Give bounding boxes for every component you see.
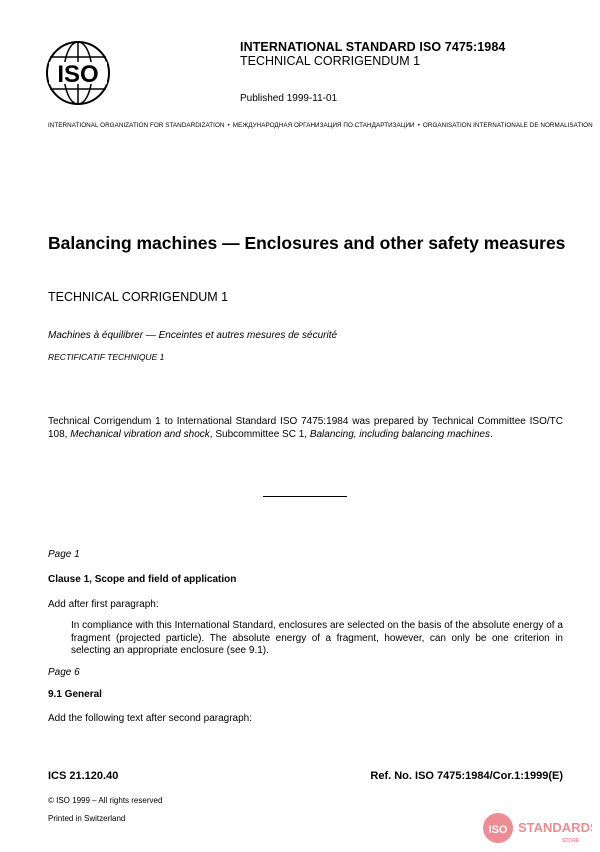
page-reference-1: Page 1: [48, 549, 80, 560]
separator-bullet: •: [227, 122, 230, 129]
clause-9-1-instruction: Add the following text after second paragraph:: [48, 713, 253, 724]
logo-text: ISO: [57, 61, 99, 88]
reference-number: Ref. No. ISO 7475:1984/Cor.1:1999(E): [370, 770, 563, 782]
store-watermark: [482, 810, 592, 847]
clause-1-instruction: Add after first paragraph:: [48, 599, 159, 610]
org-russian: МЕЖДУНАРОДНАЯ ОРГАНИЗАЦИЯ ПО СТАНДАРТИЗАЦИИ: [232, 122, 415, 129]
store-logo-icon: [482, 810, 592, 847]
page-reference-6: Page 6: [48, 667, 80, 678]
french-subtitle: RECTIFICATIF TECHNIQUE 1: [48, 352, 165, 362]
intro-part3: .: [489, 428, 493, 440]
store-badge-text: ISO: [488, 824, 508, 836]
store-word: STANDARDS: [518, 820, 592, 835]
section-divider: [263, 496, 347, 497]
printed-location: Printed in Switzerland: [48, 814, 126, 823]
iso-logo: [45, 40, 111, 106]
separator-bullet: •: [417, 122, 420, 129]
committee-name: Mechanical vibration and shock: [70, 428, 210, 440]
intro-paragraph: [48, 416, 563, 441]
intro-part2: , Subcommittee SC 1,: [209, 428, 310, 440]
clause-1-added-text: In compliance with this International Standard, enclosures are selected on the basis of the absolute energy of a fragment (projected particle). The absolute energy of a fragment, however, can only be one criterion in selecting an appropriate enclosure (see 9.1).: [71, 620, 563, 656]
clause-9-1-heading: 9.1 General: [48, 689, 102, 700]
organization-names: [48, 122, 593, 129]
document-title: Balancing machines — Enclosures and other safety measures: [48, 233, 566, 253]
org-english: INTERNATIONAL ORGANIZATION FOR STANDARDIZATION: [48, 122, 225, 129]
globe-icon: [45, 40, 111, 106]
standard-title: INTERNATIONAL STANDARD ISO 7475:1984: [240, 40, 506, 54]
corrigendum-label: TECHNICAL CORRIGENDUM 1: [240, 54, 421, 68]
ics-code: ICS 21.120.40: [48, 770, 119, 782]
document-subtitle: TECHNICAL CORRIGENDUM 1: [48, 290, 229, 304]
french-title: Machines à équilibrer — Enceintes et autres mesures de sécurité: [48, 330, 338, 341]
subcommittee-name: Balancing, including balancing machines: [309, 428, 490, 440]
copyright-notice: © ISO 1999 – All rights reserved: [48, 796, 163, 805]
org-french: ORGANISATION INTERNATIONALE DE NORMALISATION: [422, 122, 593, 129]
published-date: Published 1999-11-01: [240, 93, 338, 104]
intro-part1: Technical Corrigendum 1 to International Standard ISO 7475:1984 was prepared by Technical Committee ISO/TC 108,: [48, 416, 563, 440]
store-small: STORE: [562, 838, 580, 844]
clause-1-heading: Clause 1, Scope and field of application: [48, 574, 237, 585]
